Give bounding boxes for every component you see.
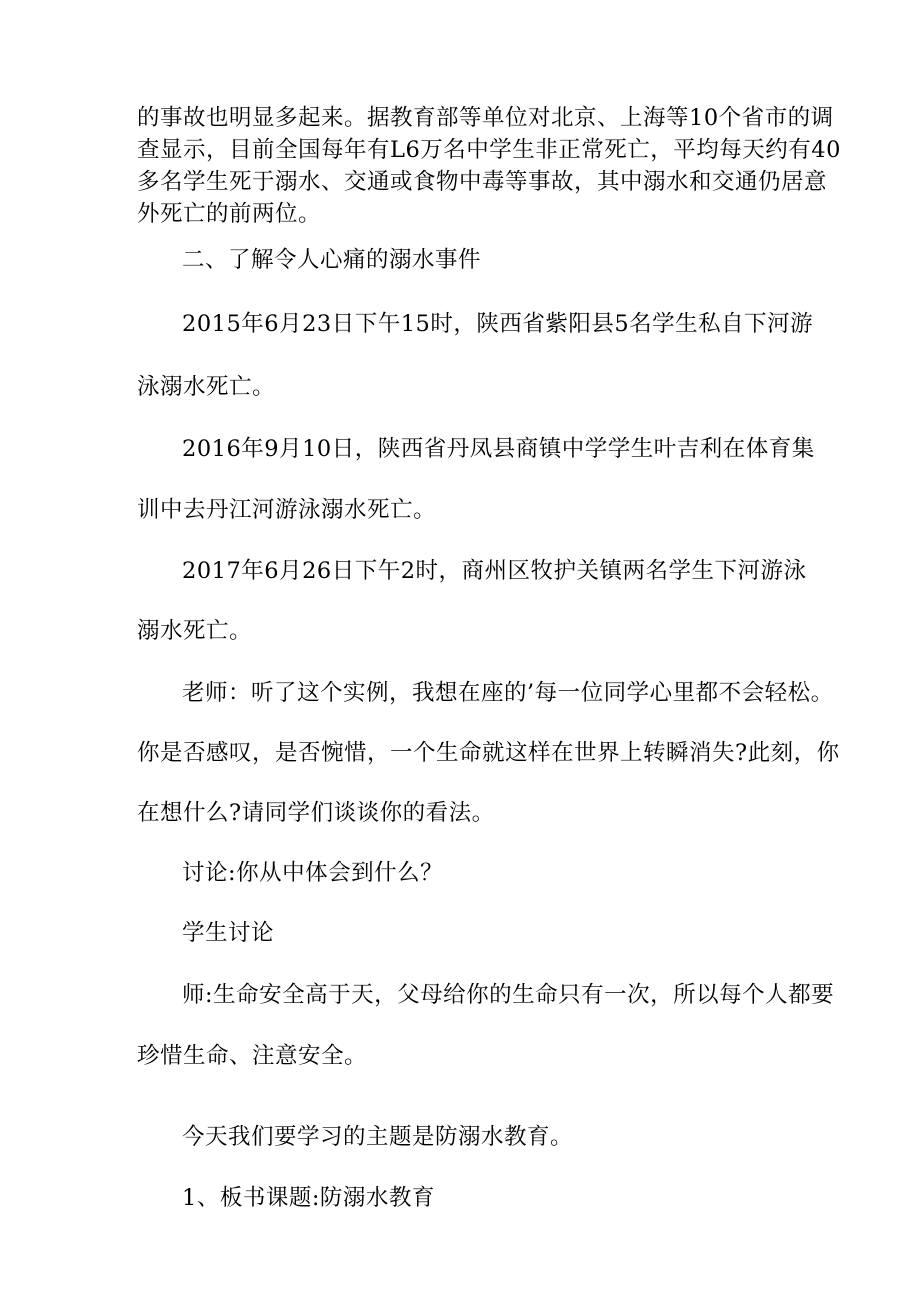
teacher-line-1: 老师：听了这个实例，我想在座的’每一位同学心里都不会轻松。 xyxy=(182,680,834,706)
section-heading: 二、了解令人心痛的溺水事件 xyxy=(182,247,482,273)
student-discussion: 学生讨论 xyxy=(182,920,275,946)
topic-line: 今天我们要学习的主题是防溺水教育。 xyxy=(182,1124,574,1150)
intro-line-3: 多名学生死于溺水、交通或食物中毒等事故，其中溺水和交通仍居意 xyxy=(137,169,828,195)
intro-line-4: 外死亡的前两位。 xyxy=(137,201,322,227)
event-1-line-2: 泳溺水死亡。 xyxy=(137,374,276,400)
teacher-line-2: 你是否感叹，是否惋惜，一个生命就这样在世界上转瞬消失?此刻，你 xyxy=(137,740,840,766)
discussion-prompt: 讨论:你从中体会到什么？ xyxy=(182,860,444,886)
teacher-line-3: 在想什么?请同学们谈谈你的看法。 xyxy=(137,800,495,826)
event-2-line-1: 2016年9月10日，陕西省丹凤县商镇中学学生叶吉利在体育集 xyxy=(182,436,815,462)
intro-line-1: 的事故也明显多起来。据教育部等单位对北京、上海等10个省市的调 xyxy=(137,105,834,131)
board-title: 1、板书课题:防溺水教育 xyxy=(182,1185,435,1211)
event-3-line-2: 溺水死亡。 xyxy=(137,618,253,644)
teacher-summary-line-1: 师:生命安全高于天，父母给你的生命只有一次，所以每个人都要 xyxy=(182,982,835,1008)
event-1-line-1: 2015年6月23日下午15时，陕西省紫阳县5名学生私自下河游 xyxy=(182,311,814,337)
teacher-summary-line-2: 珍惜生命、注意安全。 xyxy=(137,1043,368,1069)
event-3-line-1: 2017年6月26日下午2时，商州区牧护关镇两名学生下河游泳 xyxy=(182,558,807,584)
event-2-line-2: 训中去丹江河游泳溺水死亡。 xyxy=(137,497,437,523)
intro-line-2: 查显示，目前全国每年有L6万名中学生非正常死亡，平均每天约有40 xyxy=(137,137,841,163)
